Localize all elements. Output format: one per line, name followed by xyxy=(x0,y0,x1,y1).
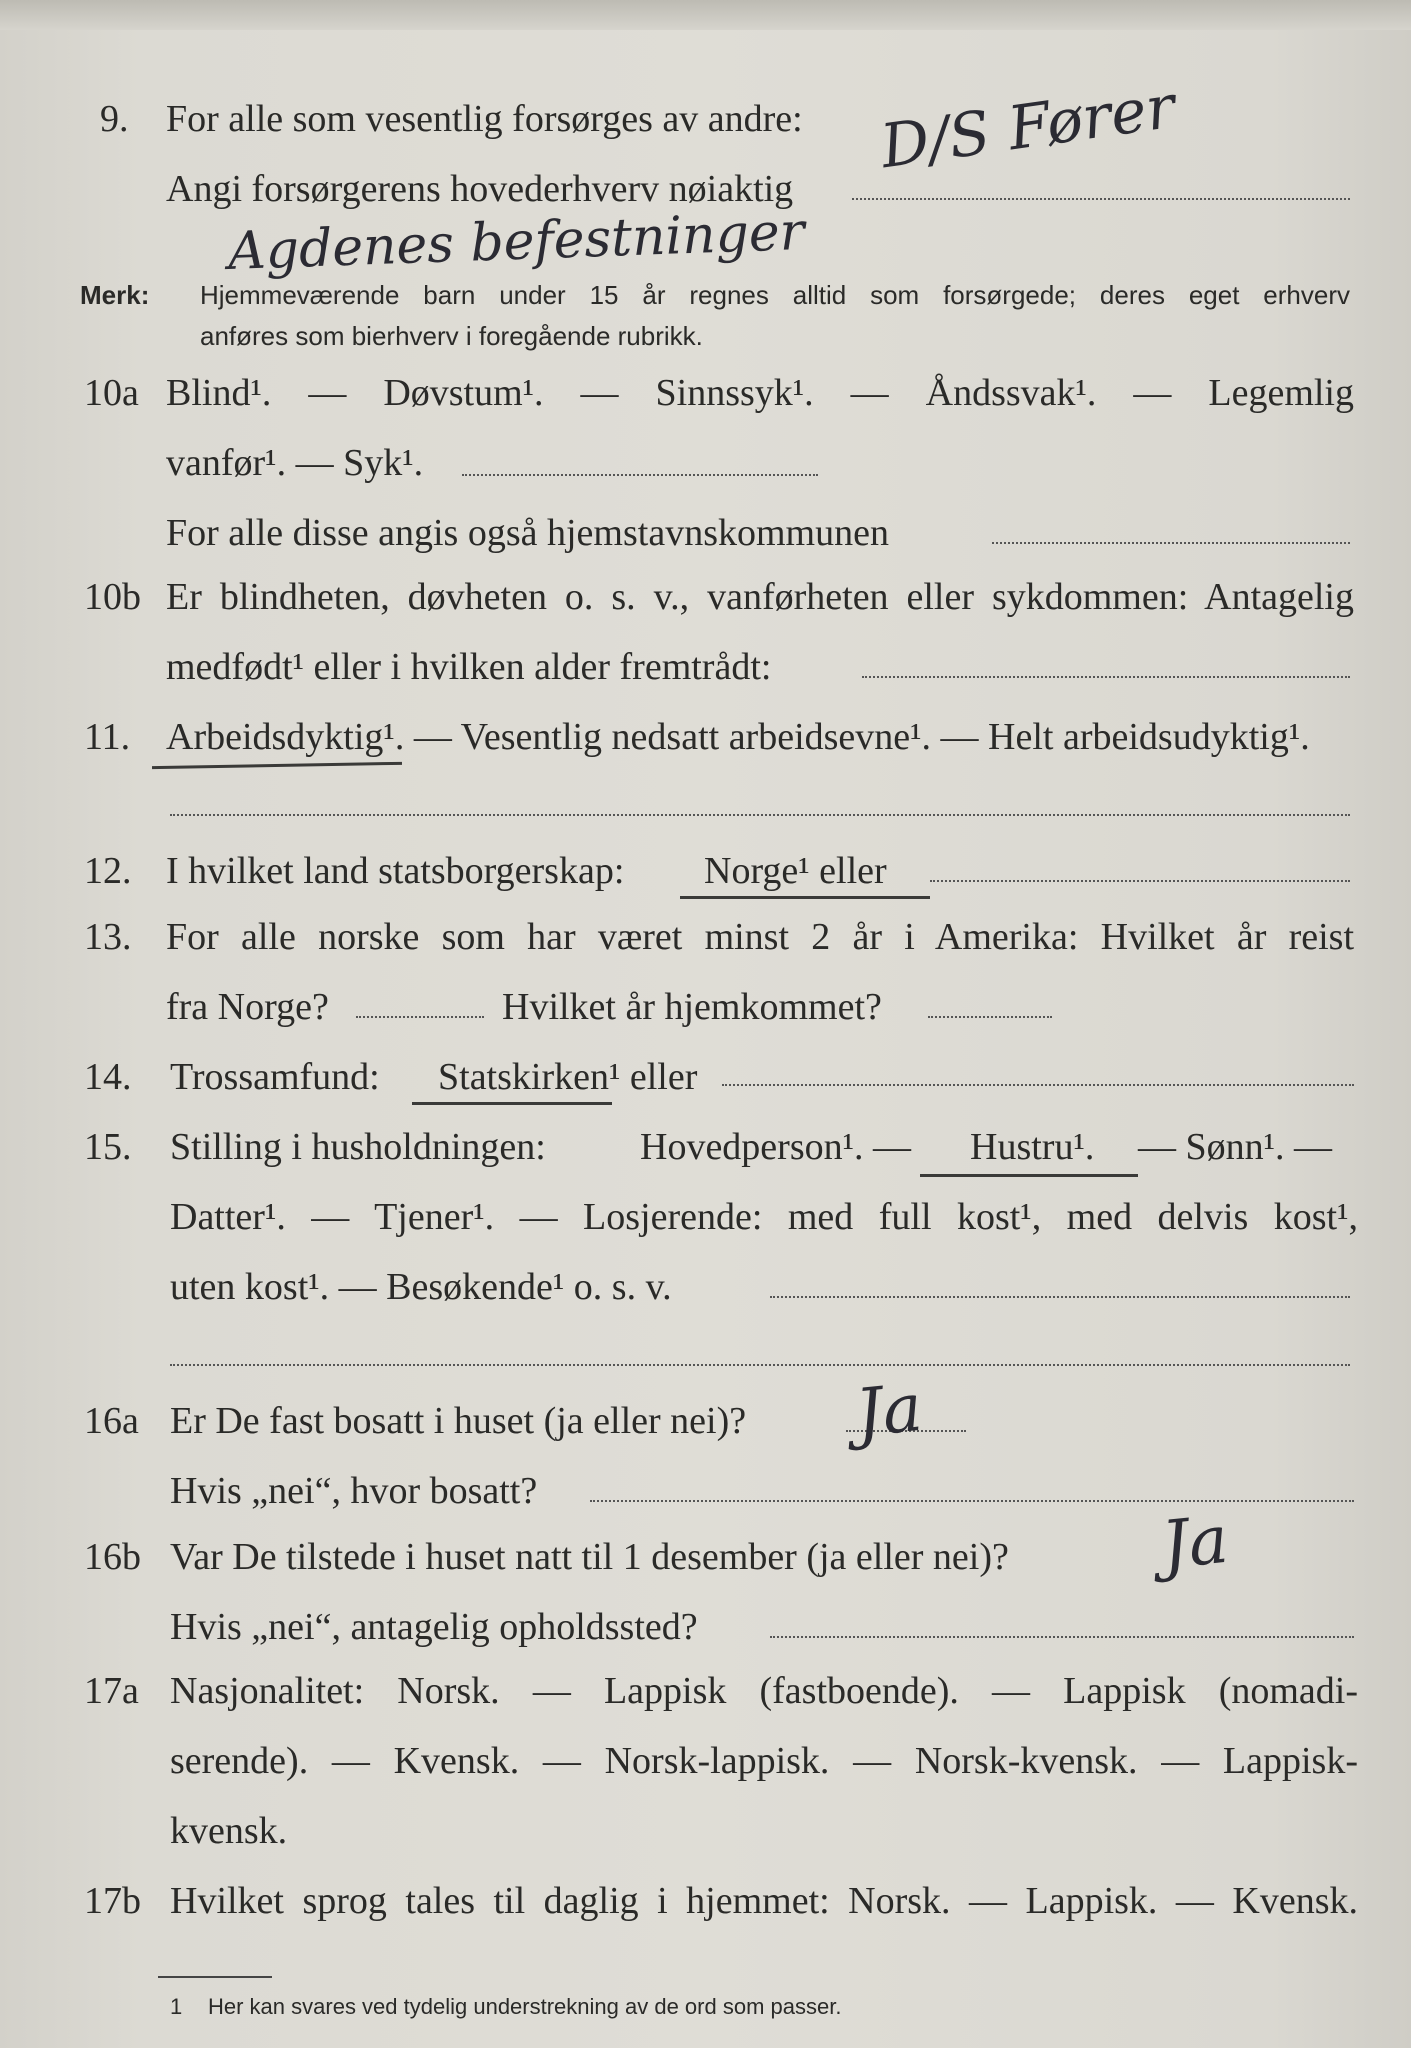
q11-dotted-line xyxy=(170,814,1350,816)
q13-number: 13. xyxy=(84,916,132,958)
q16b-line1: Var De tilstede i huset natt til 1 desember (ja eller nei)? xyxy=(170,1536,1009,1578)
q10a-line1: Blind¹. — Døvstum¹. — Sinnssyk¹. — Åndssvak¹. — Legemlig xyxy=(166,372,1354,414)
q14-label: Trossamfund: xyxy=(170,1056,380,1098)
q16b-number: 16b xyxy=(84,1536,141,1578)
q10b-line2: medfødt¹ eller i hvilken alder fremtrådt: xyxy=(166,646,772,688)
q13-line2a: fra Norge? xyxy=(166,986,329,1028)
q12-answer: Norge¹ eller xyxy=(704,850,887,892)
merk-line1: Hjemmeværende barn under 15 år regnes alltid som forsørgede; deres eget erhverv xyxy=(200,280,1350,310)
q14-answer: Statskirken¹ eller xyxy=(438,1056,698,1098)
q13-hjemkommet-line xyxy=(928,1016,1052,1018)
q14-number: 14. xyxy=(84,1056,132,1098)
q9-handwritten-occupation: D/S Fører xyxy=(876,71,1180,183)
q15-dotted-line xyxy=(170,1364,1350,1366)
q16b-line2: Hvis „nei“, antagelig opholdssted? xyxy=(170,1606,698,1648)
page-top-edge xyxy=(0,0,1411,30)
q10b-line1: Er blindheten, døvheten o. s. v., vanførheten eller sykdommen: Antagelig xyxy=(166,576,1354,618)
q15-answer: Hustru¹. xyxy=(970,1126,1095,1168)
q11-number: 11. xyxy=(84,716,131,758)
q15-line3: uten kost¹. — Besøkende¹ o. s. v. xyxy=(170,1266,672,1308)
q15-line1d: — Sønn¹. — xyxy=(1138,1126,1333,1168)
q16a-bosatt-line xyxy=(590,1500,1354,1502)
q11-answer-underline xyxy=(152,762,402,769)
q15-osv-line xyxy=(770,1296,1350,1298)
q17a-line1: Nasjonalitet: Norsk. — Lappisk (fastboende). — Lappisk (nomadi- xyxy=(170,1670,1358,1712)
q15-line1b: Hovedperson¹. — xyxy=(640,1126,912,1168)
q13-line2b: Hvilket år hjemkommet? xyxy=(502,986,882,1028)
q10a-hjemstavn-line xyxy=(992,542,1350,544)
q9-number: 9. xyxy=(100,98,129,140)
q16a-line1: Er De fast bosatt i huset (ja eller nei)? xyxy=(170,1400,747,1442)
q10a-number: 10a xyxy=(84,372,139,414)
q15-answer-underline xyxy=(920,1174,1138,1177)
q16a-number: 16a xyxy=(84,1400,139,1442)
q12-answer-underline xyxy=(680,896,930,899)
q11-line1: Arbeidsdyktig¹. — Vesentlig nedsatt arbeidsevne¹. — Helt arbeidsudyktig¹. xyxy=(166,716,1310,758)
q13-line1: For alle norske som har været minst 2 år i Amerika: Hvilket år reist xyxy=(166,916,1354,958)
q15-line1a: Stilling i husholdningen: xyxy=(170,1126,546,1168)
footnote-text: Her kan svares ved tydelig understrekning av de ord som passer. xyxy=(208,1994,842,2019)
q12-number: 12. xyxy=(84,850,132,892)
q14-answer-line xyxy=(722,1084,1354,1086)
q15-line2: Datter¹. — Tjener¹. — Losjerende: med full kost¹, med delvis kost¹, xyxy=(170,1196,1358,1238)
q14-answer-underline xyxy=(412,1102,612,1105)
q17a-number: 17a xyxy=(84,1670,139,1712)
merk-label: Merk: xyxy=(80,280,150,310)
q10b-number: 10b xyxy=(84,576,141,618)
q16b-opholdssted-line xyxy=(770,1636,1354,1638)
q9-answer-line xyxy=(852,198,1350,200)
q17a-line2: serende). — Kvensk. — Norsk-lappisk. — Norsk-kvensk. — Lappisk- xyxy=(170,1740,1358,1782)
q10a-line2: vanfør¹. — Syk¹. xyxy=(166,442,424,484)
q9-handwritten-workplace: Agdenes befestninger xyxy=(227,201,806,283)
q12-line1: I hvilket land statsborgerskap: xyxy=(166,850,625,892)
q12-answer-line xyxy=(930,880,1350,882)
footnote-rule xyxy=(158,1976,272,1978)
q13-reist-line xyxy=(356,1016,484,1018)
footnote-mark: 1 xyxy=(170,1994,183,2019)
q10a-syk-line xyxy=(462,474,818,476)
q16b-handwritten-answer: Ja xyxy=(1158,1500,1232,1585)
q9-line2: Angi forsørgerens hovederhverv nøiaktig xyxy=(166,168,794,210)
q10a-line3: For alle disse angis også hjemstavnskommunen xyxy=(166,512,889,554)
q16a-handwritten-answer: Ja xyxy=(852,1368,926,1453)
q17a-line3: kvensk. xyxy=(170,1810,288,1852)
q10b-age-line xyxy=(862,676,1350,678)
q17b-line1: Hvilket sprog tales til daglig i hjemmet: Norsk. — Lappisk. — Kvensk. xyxy=(170,1880,1358,1922)
q15-number: 15. xyxy=(84,1126,132,1168)
q17b-number: 17b xyxy=(84,1880,141,1922)
merk-line2: anføres som bierhverv i foregående rubrikk. xyxy=(200,321,703,351)
q9-line1: For alle som vesentlig forsørges av andre: xyxy=(166,98,803,140)
q16a-line2: Hvis „nei“, hvor bosatt? xyxy=(170,1470,538,1512)
